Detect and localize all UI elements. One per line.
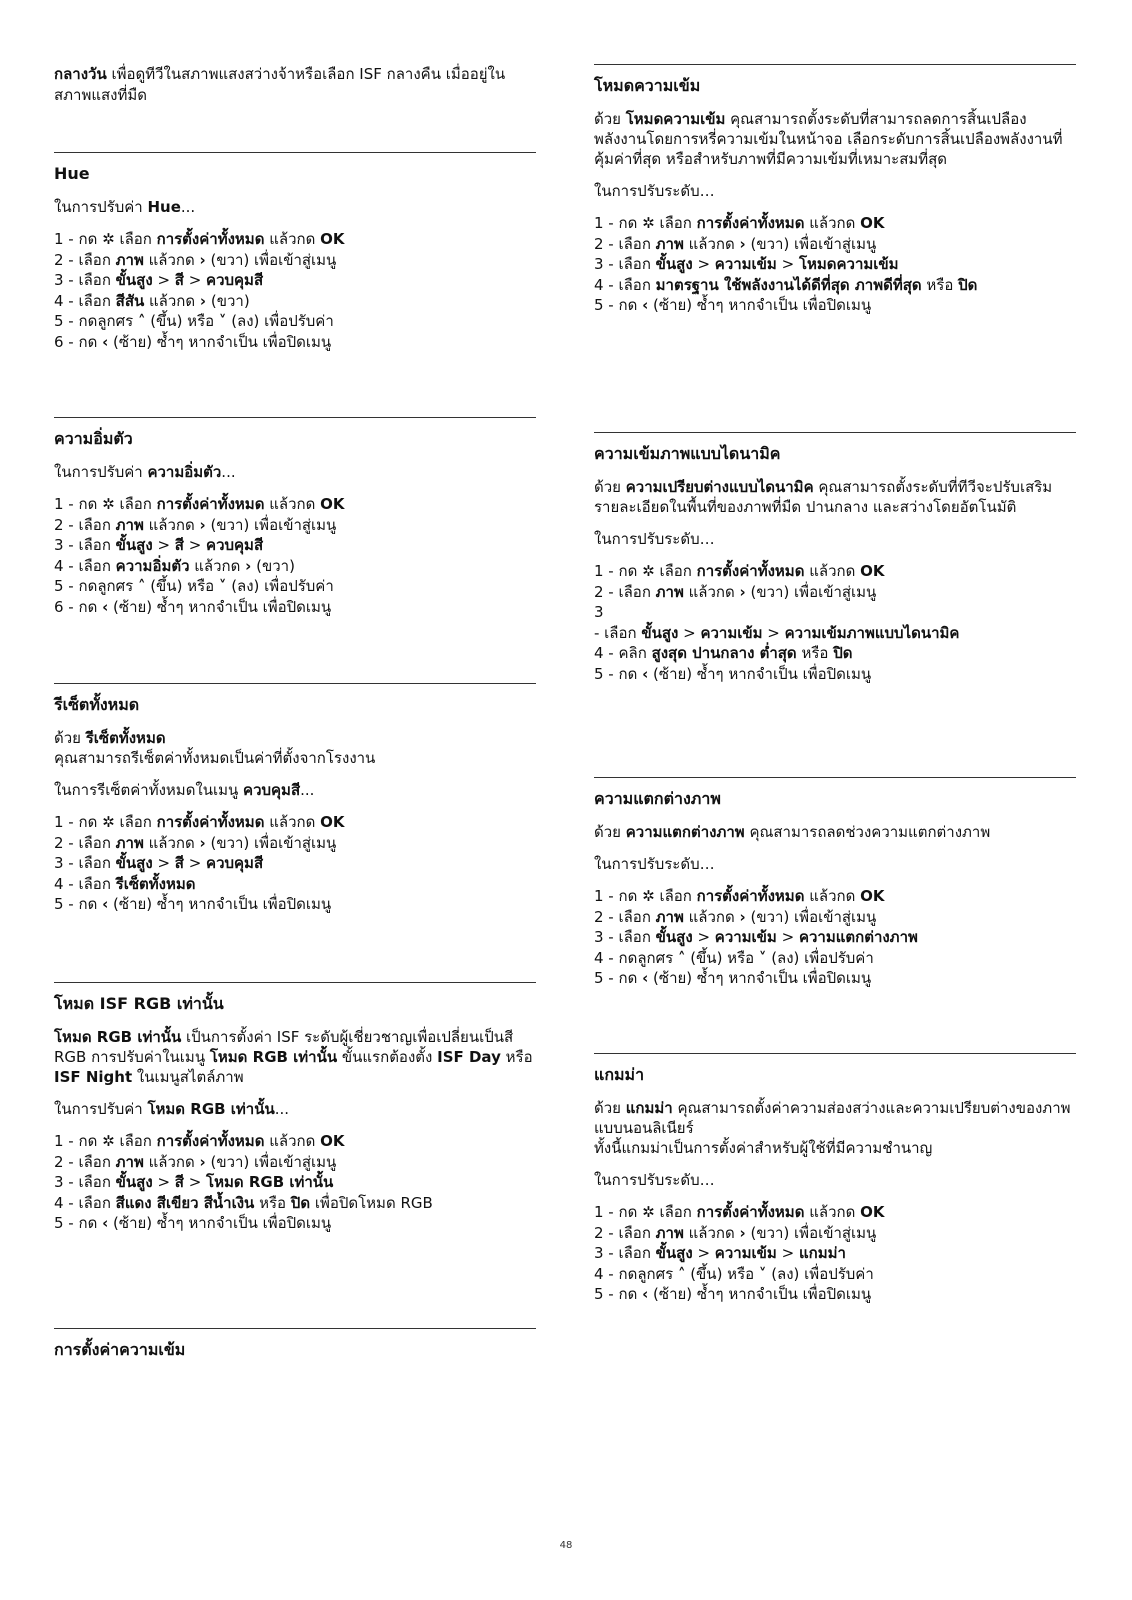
step-3: - เลือก ขั้นสูง > ความเข้ม > ความเข้มภาพแบบไดนามิค bbox=[594, 623, 960, 642]
step-1: 1 - กด ✲ เลือก การตั้งค่าทั้งหมด แล้วกด OK bbox=[594, 562, 885, 580]
step-3: 3 - เลือก ขั้นสูง > ความเข้ม > แกมม่า bbox=[594, 1244, 846, 1262]
description: ด้วย รีเซ็ตทั้งหมด คุณสามารถรีเซ็ตค่าทั้งหมดเป็นค่าที่ตั้งจากโรงงาน bbox=[54, 729, 376, 767]
step-4: 4 - เลือก สีแดง สีเขียว สีน้ำเงิน หรือ ปิด เพื่อปิดโหมด RGB bbox=[54, 1193, 433, 1212]
step-5: 5 - กด ‹ (ซ้าย) ซ้ำๆ หากจำเป็น เพื่อปิดเมนู bbox=[54, 895, 332, 913]
step-5: 5 - กดลูกศร ˄ (ขึ้น) หรือ ˅ (ลง) เพื่อปรับค่า bbox=[54, 577, 334, 595]
steps-list bbox=[594, 1202, 1076, 1305]
section-title: ความเข้มภาพแบบไดนามิค bbox=[594, 444, 781, 463]
step-2: 2 - เลือก ภาพ แล้วกด › (ขวา) เพื่อเข้าสู่เมนู bbox=[594, 234, 877, 253]
adjust-line: ในการปรับระดับ… bbox=[594, 1171, 715, 1189]
step-1: 1 - กด ✲ เลือก การตั้งค่าทั้งหมด แล้วกด OK bbox=[594, 214, 885, 232]
chevron-right-icon: › bbox=[245, 556, 252, 575]
page-number: 48 bbox=[559, 1540, 573, 1551]
chevron-left-icon: ‹ bbox=[102, 597, 109, 616]
step-4: 4 - เลือก สีสัน แล้วกด › (ขวา) bbox=[54, 291, 250, 310]
steps-list bbox=[594, 213, 1076, 316]
step-2: 2 - เลือก ภาพ แล้วกด › (ขวา) เพื่อเข้าสู่เมนู bbox=[54, 1152, 337, 1171]
step-6: 6 - กด ‹ (ซ้าย) ซ้ำๆ หากจำเป็น เพื่อปิดเมนู bbox=[54, 332, 332, 351]
chevron-right-icon: › bbox=[199, 833, 206, 852]
step-5: 5 - กด ‹ (ซ้าย) ซ้ำๆ หากจำเป็น เพื่อปิดเมนู bbox=[594, 1285, 872, 1303]
chevron-right-icon: › bbox=[199, 515, 206, 534]
step-5: 5 - กด ‹ (ซ้าย) ซ้ำๆ หากจำเป็น เพื่อปิดเมนู bbox=[54, 1214, 332, 1232]
chevron-right-icon: › bbox=[199, 1152, 206, 1171]
gear-icon: ✲ bbox=[102, 1132, 115, 1150]
chevron-left-icon: ‹ bbox=[102, 895, 109, 913]
step-1: 1 - กด ✲ เลือก การตั้งค่าทั้งหมด แล้วกด OK bbox=[54, 813, 345, 831]
adjust-line: ในการปรับระดับ… bbox=[594, 182, 715, 200]
section-contrast-difference bbox=[594, 777, 1076, 989]
section-reset-all bbox=[54, 683, 536, 915]
step-5: 5 - กด ‹ (ซ้าย) ซ้ำๆ หากจำเป็น เพื่อปิดเมนู bbox=[594, 296, 872, 314]
chevron-down-icon: ˅ bbox=[758, 1264, 767, 1283]
step-5: 5 - กด ‹ (ซ้าย) ซ้ำๆ หากจำเป็น เพื่อปิดเมนู bbox=[594, 664, 872, 683]
step-4: 4 - กดลูกศร ˄ (ขึ้น) หรือ ˅ (ลง) เพื่อปรับค่า bbox=[594, 1264, 874, 1283]
section-gamma bbox=[594, 1053, 1076, 1305]
section-contrast-settings bbox=[54, 1328, 536, 1361]
step-2: 2 - เลือก ภาพ แล้วกด › (ขวา) เพื่อเข้าสู่เมนู bbox=[54, 833, 337, 852]
chevron-down-icon: ˅ bbox=[218, 312, 227, 330]
step-1: 1 - กด ✲ เลือก การตั้งค่าทั้งหมด แล้วกด OK bbox=[54, 230, 345, 248]
step-5: 5 - กด ‹ (ซ้าย) ซ้ำๆ หากจำเป็น เพื่อปิดเมนู bbox=[594, 969, 872, 987]
adjust-line: ในการรีเซ็ตค่าทั้งหมดในเมนู ควบคุมสี... bbox=[54, 781, 315, 799]
steps-list bbox=[594, 886, 1076, 989]
gear-icon: ✲ bbox=[102, 230, 115, 248]
adjust-line: ในการปรับค่า โหมด RGB เท่านั้น... bbox=[54, 1100, 290, 1118]
chevron-left-icon: ‹ bbox=[642, 296, 649, 314]
section-saturation bbox=[54, 417, 536, 617]
intro-paragraph bbox=[54, 64, 536, 106]
step-4: 4 - กดลูกศร ˄ (ขึ้น) หรือ ˅ (ลง) เพื่อปรับค่า bbox=[594, 948, 874, 967]
section-dynamic-contrast bbox=[594, 432, 1076, 684]
section-hue bbox=[54, 152, 536, 352]
chevron-left-icon: ‹ bbox=[102, 332, 109, 351]
description: ด้วย แกมม่า คุณสามารถตั้งค่าความส่องสว่างและความเปรียบต่างของภาพแบบนอนลิเนียร์ ทั้งนี้แกมม่าเป็นการตั้งค่าสำหรับผู้ใช้ที่มีความชำนาญ bbox=[594, 1099, 1071, 1157]
chevron-left-icon: ‹ bbox=[642, 969, 649, 987]
step-5: 5 - กดลูกศร ˄ (ขึ้น) หรือ ˅ (ลง) เพื่อปรับค่า bbox=[54, 312, 334, 330]
gear-icon: ✲ bbox=[642, 887, 655, 905]
section-title: ความอิ่มตัว bbox=[54, 429, 133, 448]
steps-list bbox=[54, 229, 536, 352]
chevron-right-icon: › bbox=[739, 234, 746, 253]
step-3: 3 - เลือก ขั้นสูง > สี > ควบคุมสี bbox=[54, 271, 264, 289]
chevron-left-icon: ‹ bbox=[642, 664, 649, 683]
step-3-number: 3 bbox=[594, 603, 604, 621]
description: โหมด RGB เท่านั้น เป็นการตั้งค่า ISF ระดับผู้เชี่ยวชาญเพื่อเปลี่ยนเป็นสี RGB การปรับค่าในเมนู โหมด RGB เท่านั้น ขั้นแรกต้องตั้ง ISF Day หรือ ISF Night ในเมนูสไตล์ภาพ bbox=[54, 1028, 533, 1086]
chevron-down-icon: ˅ bbox=[758, 948, 767, 967]
gear-icon: ✲ bbox=[642, 214, 655, 232]
step-1: 1 - กด ✲ เลือก การตั้งค่าทั้งหมด แล้วกด OK bbox=[54, 495, 345, 513]
step-2: 2 - เลือก ภาพ แล้วกด › (ขวา) เพื่อเข้าสู่เมนู bbox=[594, 907, 877, 926]
section-contrast-mode bbox=[594, 64, 1076, 316]
step-3: 3 - เลือก ขั้นสูง > ความเข้ม > ความแตกต่างภาพ bbox=[594, 928, 918, 946]
chevron-up-icon: ˄ bbox=[677, 948, 686, 967]
step-3: 3 - เลือก ขั้นสูง > สี > โหมด RGB เท่านั้น bbox=[54, 1173, 334, 1191]
chevron-down-icon: ˅ bbox=[218, 577, 227, 595]
step-4: 4 - เลือก มาตรฐาน ใช้พลังงานได้ดีที่สุด ภาพดีที่สุด หรือ ปิด bbox=[594, 275, 978, 294]
section-isf-rgb bbox=[54, 982, 536, 1234]
step-2: 2 - เลือก ภาพ แล้วกด › (ขวา) เพื่อเข้าสู่เมนู bbox=[54, 515, 337, 534]
step-3: 3 - เลือก ขั้นสูง > ความเข้ม > โหมดความเข้ม bbox=[594, 255, 899, 273]
step-3: 3 - เลือก ขั้นสูง > สี > ควบคุมสี bbox=[54, 854, 264, 872]
description: ด้วย ความแตกต่างภาพ คุณสามารถลดช่วงความแตกต่างภาพ bbox=[594, 823, 991, 841]
section-title: รีเซ็ตทั้งหมด bbox=[54, 695, 140, 714]
gear-icon: ✲ bbox=[102, 495, 115, 513]
step-1: 1 - กด ✲ เลือก การตั้งค่าทั้งหมด แล้วกด OK bbox=[594, 887, 885, 905]
adjust-line: ในการปรับค่า Hue... bbox=[54, 198, 196, 216]
step-4: 4 - คลิก สูงสุด ปานกลาง ต่ำสุด หรือ ปิด bbox=[594, 644, 853, 662]
chevron-right-icon: › bbox=[199, 250, 206, 269]
chevron-right-icon: › bbox=[739, 582, 746, 601]
step-2: 2 - เลือก ภาพ แล้วกด › (ขวา) เพื่อเข้าสู่เมนู bbox=[54, 250, 337, 269]
section-title: Hue bbox=[54, 164, 90, 183]
steps-list bbox=[594, 561, 1076, 684]
chevron-right-icon: › bbox=[199, 291, 207, 310]
step-2: 2 - เลือก ภาพ แล้วกด › (ขวา) เพื่อเข้าสู่เมนู bbox=[594, 582, 877, 601]
section-title: โหมดความเข้ม bbox=[594, 76, 701, 95]
adjust-line: ในการปรับระดับ… bbox=[594, 530, 715, 548]
steps-list bbox=[54, 812, 536, 915]
step-3: 3 - เลือก ขั้นสูง > สี > ควบคุมสี bbox=[54, 536, 264, 554]
chevron-up-icon: ˄ bbox=[677, 1264, 686, 1283]
section-title: โหมด ISF RGB เท่านั้น bbox=[54, 994, 224, 1013]
step-4: 4 - เลือก ความอิ่มตัว แล้วกด › (ขวา) bbox=[54, 556, 295, 575]
adjust-line: ในการปรับระดับ… bbox=[594, 855, 715, 873]
chevron-right-icon: › bbox=[739, 907, 746, 926]
chevron-left-icon: ‹ bbox=[102, 1214, 109, 1232]
chevron-left-icon: ‹ bbox=[642, 1285, 649, 1303]
intro-text: เพื่อดูทีวีในสภาพแสงสว่างจ้าหรือเลือก ISF กลางคืน เมื่ออยู่ในสภาพแสงที่มืด bbox=[54, 65, 506, 104]
gear-icon: ✲ bbox=[642, 562, 655, 580]
step-1: 1 - กด ✲ เลือก การตั้งค่าทั้งหมด แล้วกด OK bbox=[594, 1203, 885, 1221]
chevron-up-icon: ˄ bbox=[137, 577, 146, 595]
intro-bold: กลางวัน bbox=[54, 65, 107, 83]
gear-icon: ✲ bbox=[102, 813, 115, 831]
chevron-up-icon: ˄ bbox=[137, 312, 146, 330]
description: ด้วย โหมดความเข้ม คุณสามารถตั้งระดับที่สามารถลดการสิ้นเปลืองพลังงานโดยการหรี่ความเข้มในหน้าจอ เลือกระดับการสิ้นเปลืองพลังงานที่คุ้มค่าที่สุด หรือสำหรับภาพที่มีความเข้มที่เหมาะสมที่สุด bbox=[594, 110, 1063, 168]
step-4: 4 - เลือก รีเซ็ตทั้งหมด bbox=[54, 874, 196, 893]
steps-list bbox=[54, 494, 536, 617]
section-title: แกมม่า bbox=[594, 1065, 645, 1084]
section-title: ความแตกต่างภาพ bbox=[594, 789, 721, 808]
step-6: 6 - กด ‹ (ซ้าย) ซ้ำๆ หากจำเป็น เพื่อปิดเมนู bbox=[54, 597, 332, 616]
adjust-line: ในการปรับค่า ความอิ่มตัว... bbox=[54, 463, 236, 481]
gear-icon: ✲ bbox=[642, 1203, 655, 1221]
chevron-right-icon: › bbox=[739, 1223, 746, 1242]
steps-list bbox=[54, 1131, 536, 1234]
step-2: 2 - เลือก ภาพ แล้วกด › (ขวา) เพื่อเข้าสู่เมนู bbox=[594, 1223, 877, 1242]
section-title: การตั้งค่าความเข้ม bbox=[54, 1340, 186, 1359]
step-1: 1 - กด ✲ เลือก การตั้งค่าทั้งหมด แล้วกด OK bbox=[54, 1132, 345, 1150]
description: ด้วย ความเปรียบต่างแบบไดนามิค คุณสามารถตั้งระดับที่ทีวีจะปรับเสริมรายละเอียดในพื้นที่ของภาพที่มืด ปานกลาง และสว่างโดยอัตโนมัติ bbox=[594, 478, 1053, 516]
